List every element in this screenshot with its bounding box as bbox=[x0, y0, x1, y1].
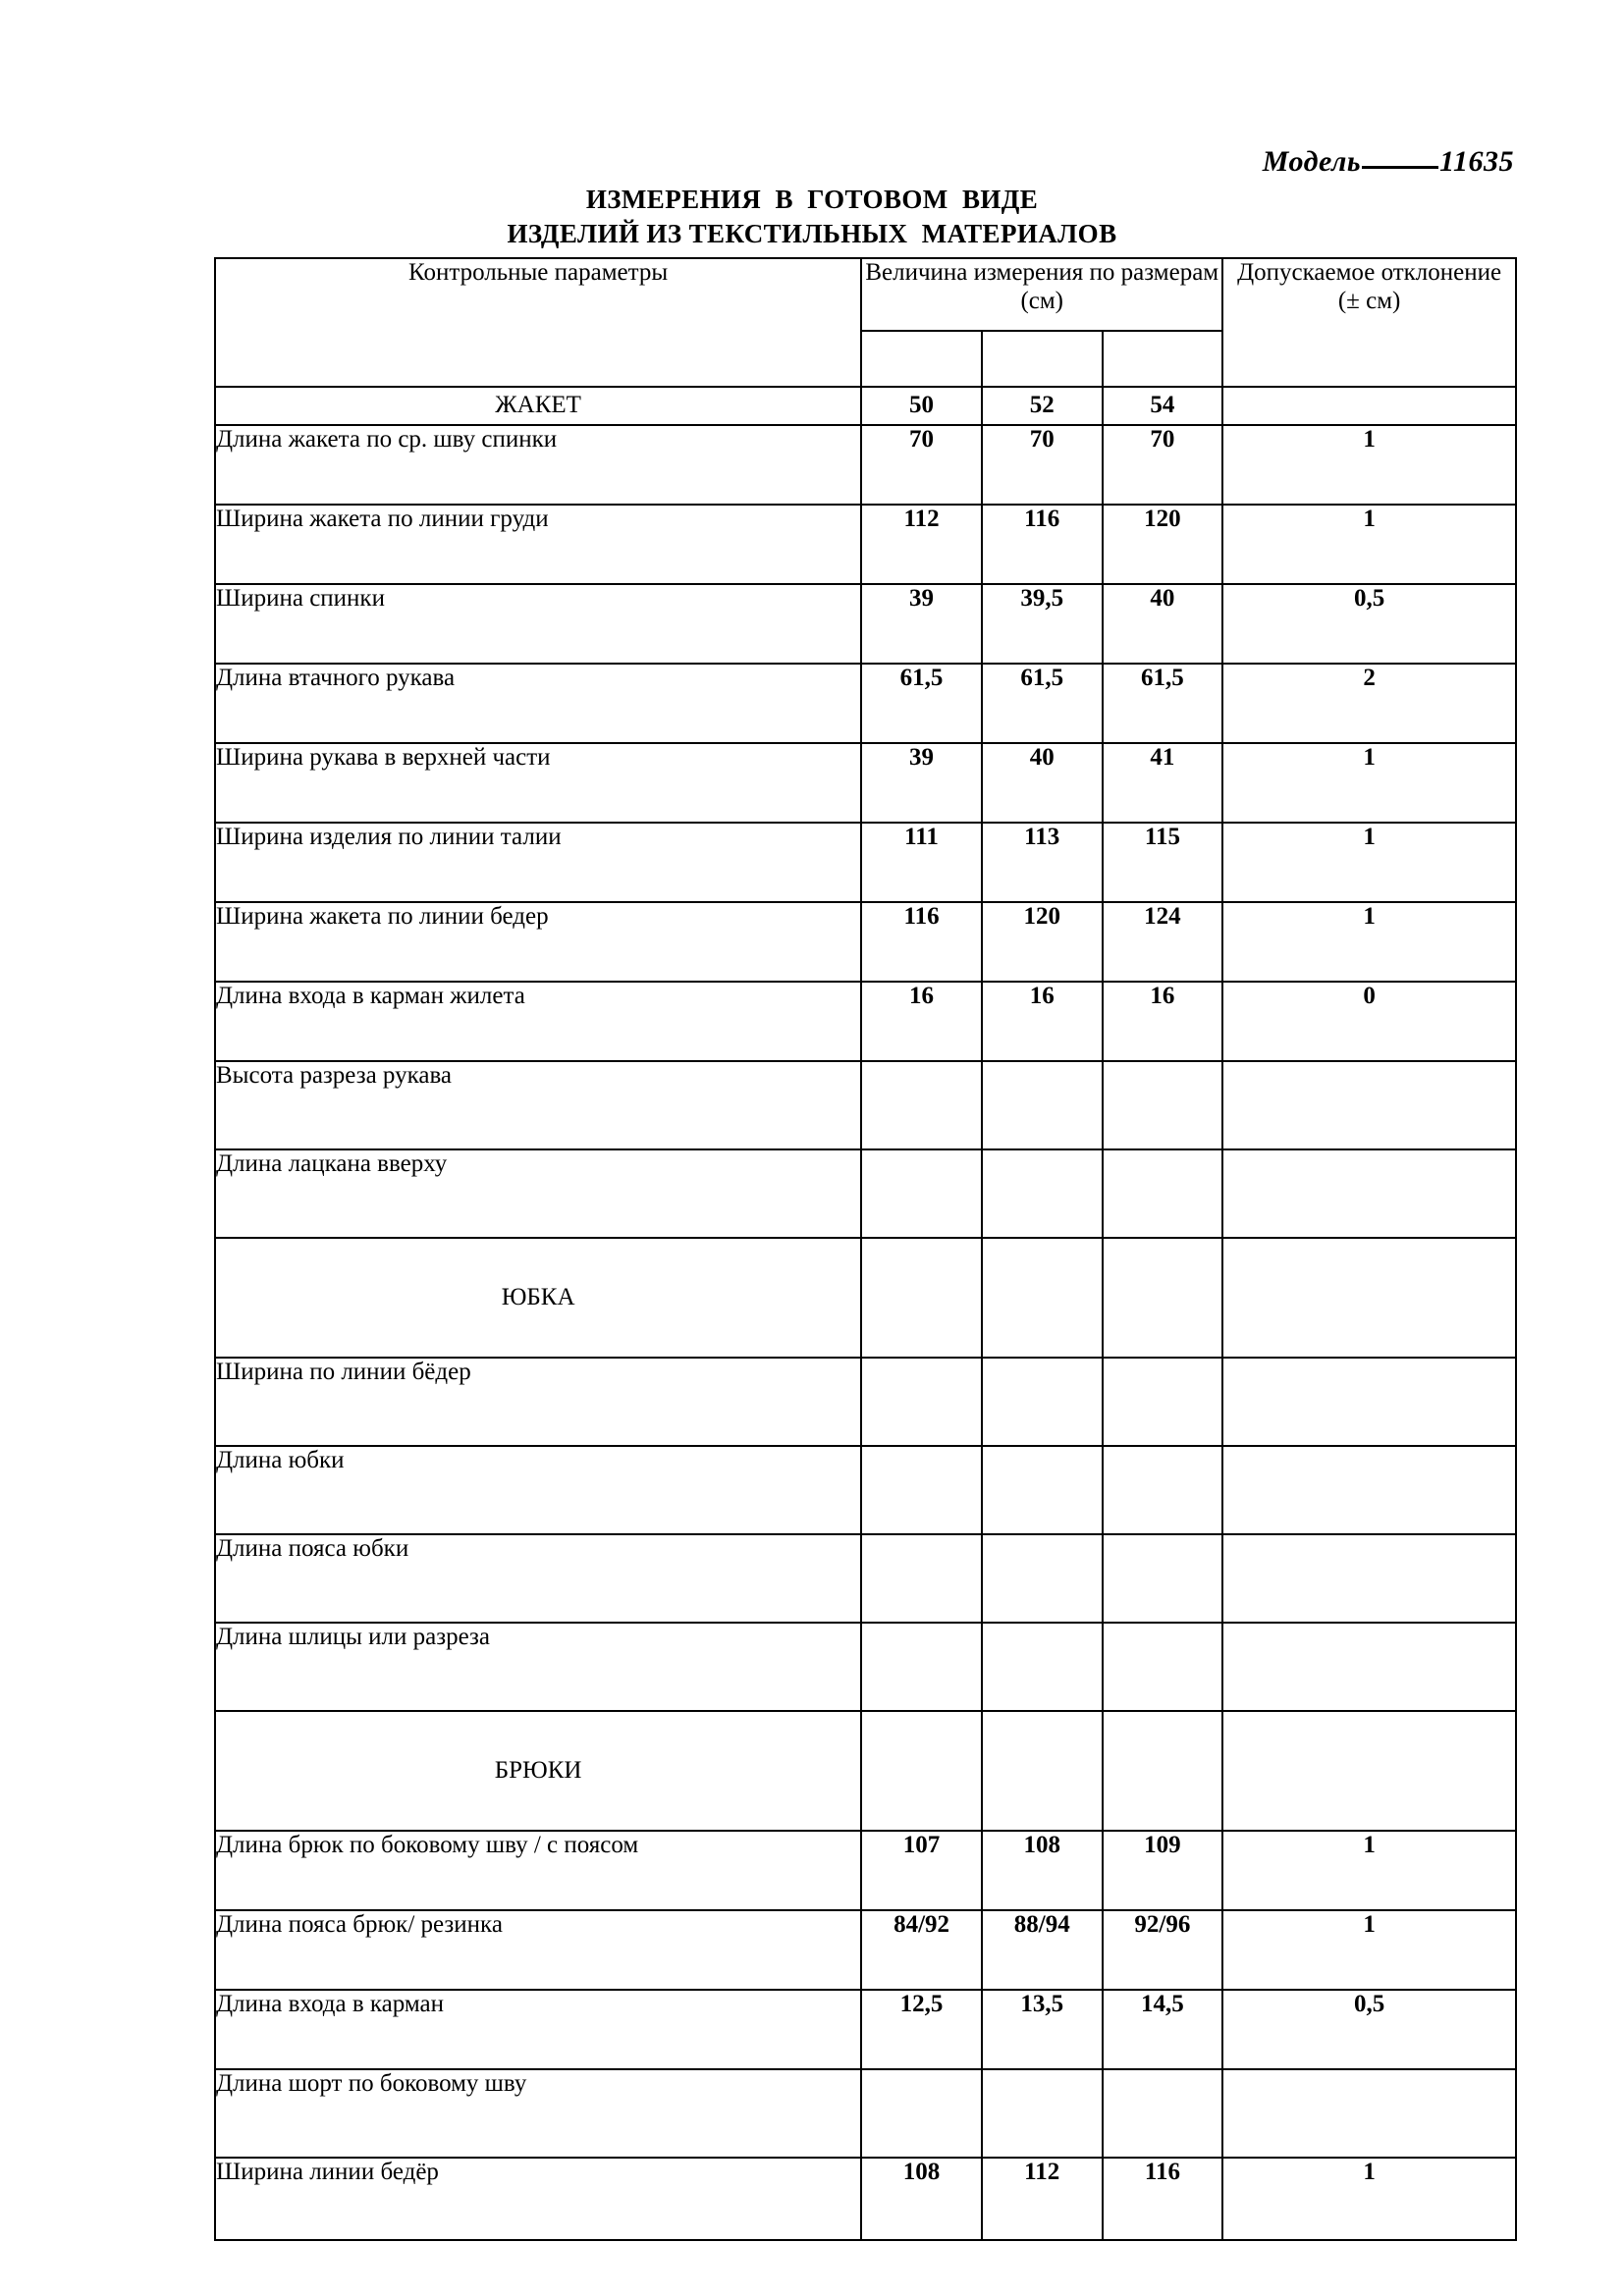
deviation-value-cell bbox=[1222, 2069, 1516, 2158]
label-text: ЖАКЕТ bbox=[495, 392, 581, 419]
model-label: Модель bbox=[1262, 145, 1362, 178]
measurement-value-cell: 88/94 bbox=[982, 1910, 1103, 1990]
model-number-line bbox=[1263, 145, 1514, 179]
measurement-value-cell: 111 bbox=[861, 823, 982, 902]
measurement-value-cell: 14,5 bbox=[1103, 1990, 1223, 2069]
measurement-value-cell: 52 bbox=[982, 387, 1103, 425]
parameter-label bbox=[215, 823, 861, 902]
label-text: Ширина жакета по линии груди bbox=[216, 506, 549, 532]
subcolumn-header-size-2 bbox=[982, 331, 1103, 387]
table-row bbox=[215, 505, 1516, 584]
measurement-value-cell bbox=[982, 1446, 1103, 1534]
parameter-label bbox=[215, 425, 861, 505]
title-line-1: ИЗМЕРЕНИЯ В ГОТОВОМ ВИДЕ bbox=[585, 185, 1039, 214]
deviation-value-cell: 0 bbox=[1222, 982, 1516, 1061]
measurement-value-cell: 70 bbox=[861, 425, 982, 505]
measurement-value-cell bbox=[982, 1238, 1103, 1358]
measurements-table-container bbox=[214, 257, 1517, 2241]
measurement-value-cell: 120 bbox=[1103, 505, 1223, 584]
parameter-label bbox=[215, 1831, 861, 1910]
table-row bbox=[215, 1534, 1516, 1623]
table-row bbox=[215, 2069, 1516, 2158]
measurement-value-cell: 124 bbox=[1103, 902, 1223, 982]
measurement-value-cell: 108 bbox=[861, 2158, 982, 2240]
measurement-value-cell bbox=[1103, 2069, 1223, 2158]
deviation-value-cell: 2 bbox=[1222, 664, 1516, 743]
measurement-value-cell: 16 bbox=[982, 982, 1103, 1061]
table-row bbox=[215, 902, 1516, 982]
measurement-value-cell: 40 bbox=[982, 743, 1103, 823]
measurement-value-cell: 70 bbox=[1103, 425, 1223, 505]
measurement-value-cell bbox=[982, 1711, 1103, 1831]
label-text: Длина входа в карман жилета bbox=[216, 983, 525, 1009]
measurement-value-cell: 92/96 bbox=[1103, 1910, 1223, 1990]
deviation-value-cell: 1 bbox=[1222, 425, 1516, 505]
parameter-label bbox=[215, 1534, 861, 1623]
measurement-value-cell: 116 bbox=[861, 902, 982, 982]
label-text: Длина жакета по ср. шву спинки bbox=[216, 426, 558, 453]
measurement-value-cell bbox=[861, 1534, 982, 1623]
section-header-label bbox=[215, 1238, 861, 1358]
parameter-label bbox=[215, 1358, 861, 1446]
subcolumn-header-size-1 bbox=[861, 331, 982, 387]
deviation-value-cell bbox=[1222, 1061, 1516, 1149]
table-row bbox=[215, 1446, 1516, 1534]
measurement-value-cell bbox=[1103, 1358, 1223, 1446]
table-row bbox=[215, 982, 1516, 1061]
label-text: Длина брюк по боковому шву / с поясом bbox=[216, 1832, 639, 1858]
measurement-value-cell: 39 bbox=[861, 584, 982, 664]
label-text: Длина юбки bbox=[216, 1447, 345, 1473]
title-line-2: ИЗДЕЛИЙ ИЗ ТЕКСТИЛЬНЫХ МАТЕРИАЛОВ bbox=[507, 218, 1117, 248]
deviation-value-cell: 1 bbox=[1222, 1831, 1516, 1910]
deviation-value-cell bbox=[1222, 387, 1516, 425]
table-row bbox=[215, 1358, 1516, 1446]
measurement-value-cell: 54 bbox=[1103, 387, 1223, 425]
parameter-label bbox=[215, 743, 861, 823]
table-row bbox=[215, 743, 1516, 823]
measurement-value-cell: 108 bbox=[982, 1831, 1103, 1910]
deviation-value-cell: 1 bbox=[1222, 823, 1516, 902]
model-fill-rule bbox=[1362, 166, 1438, 169]
measurement-value-cell: 113 bbox=[982, 823, 1103, 902]
parameter-label bbox=[215, 1149, 861, 1238]
parameter-label bbox=[215, 902, 861, 982]
deviation-value-cell: 1 bbox=[1222, 505, 1516, 584]
label-text: Длина шлицы или разреза bbox=[216, 1624, 490, 1650]
label-text: Длина пояса брюк/ резинка bbox=[216, 1911, 503, 1938]
label-text: БРЮКИ bbox=[494, 1756, 582, 1784]
measurement-value-cell bbox=[1103, 1711, 1223, 1831]
measurement-value-cell: 16 bbox=[861, 982, 982, 1061]
parameter-label bbox=[215, 584, 861, 664]
table-row bbox=[215, 664, 1516, 743]
table-row bbox=[215, 1711, 1516, 1831]
measurement-value-cell: 115 bbox=[1103, 823, 1223, 902]
label-text: Высота разреза рукава bbox=[216, 1062, 453, 1089]
measurement-value-cell bbox=[861, 1149, 982, 1238]
table-row bbox=[215, 2158, 1516, 2240]
measurement-value-cell bbox=[861, 2069, 982, 2158]
measurement-value-cell: 120 bbox=[982, 902, 1103, 982]
measurement-value-cell bbox=[861, 1061, 982, 1149]
deviation-value-cell: 1 bbox=[1222, 1910, 1516, 1990]
deviation-value-cell bbox=[1222, 1358, 1516, 1446]
deviation-value-cell bbox=[1222, 1623, 1516, 1711]
measurement-value-cell: 16 bbox=[1103, 982, 1223, 1061]
column-header-parameters: Контрольные параметры bbox=[215, 258, 861, 387]
parameter-label bbox=[215, 2158, 861, 2240]
measurement-value-cell: 116 bbox=[982, 505, 1103, 584]
label-text: Длина лацкана вверху bbox=[216, 1150, 448, 1177]
table-row bbox=[215, 1238, 1516, 1358]
column-header-measurements: Величина измерения по размерам (см) bbox=[861, 258, 1222, 331]
measurement-value-cell: 107 bbox=[861, 1831, 982, 1910]
table-row bbox=[215, 584, 1516, 664]
table-row bbox=[215, 1061, 1516, 1149]
measurement-value-cell bbox=[982, 2069, 1103, 2158]
label-text: Ширина линии бедёр bbox=[216, 2159, 439, 2185]
table-row bbox=[215, 1149, 1516, 1238]
deviation-value-cell bbox=[1222, 1149, 1516, 1238]
label-text: ЮБКА bbox=[501, 1283, 575, 1310]
measurement-value-cell bbox=[861, 1358, 982, 1446]
table-body bbox=[215, 258, 1516, 2240]
label-text: Ширина жакета по линии бедер bbox=[216, 903, 549, 930]
table-row bbox=[215, 425, 1516, 505]
parameter-label bbox=[215, 1623, 861, 1711]
measurement-value-cell: 39 bbox=[861, 743, 982, 823]
label-text: Длина пояса юбки bbox=[216, 1535, 409, 1562]
measurement-value-cell bbox=[982, 1534, 1103, 1623]
measurement-value-cell bbox=[1103, 1061, 1223, 1149]
measurement-value-cell bbox=[861, 1238, 982, 1358]
measurement-value-cell: 112 bbox=[982, 2158, 1103, 2240]
table-row bbox=[215, 1910, 1516, 1990]
measurement-value-cell bbox=[1103, 1623, 1223, 1711]
label-text: Ширина по линии бёдер bbox=[216, 1359, 471, 1385]
measurement-value-cell: 12,5 bbox=[861, 1990, 982, 2069]
column-header-deviation bbox=[1222, 258, 1516, 387]
measurement-value-cell: 84/92 bbox=[861, 1910, 982, 1990]
subcolumn-header-size-3 bbox=[1103, 331, 1223, 387]
table-row bbox=[215, 1623, 1516, 1711]
measurement-value-cell: 13,5 bbox=[982, 1990, 1103, 2069]
deviation-value-cell: 1 bbox=[1222, 2158, 1516, 2240]
deviation-value-cell bbox=[1222, 1446, 1516, 1534]
parameter-label bbox=[215, 1061, 861, 1149]
measurement-value-cell bbox=[1103, 1238, 1223, 1358]
deviation-value-cell bbox=[1222, 1711, 1516, 1831]
table-header-row bbox=[215, 258, 1516, 331]
label-text: Ширина спинки bbox=[216, 585, 385, 612]
label-text: Ширина рукава в верхней части bbox=[216, 744, 551, 771]
deviation-value-cell bbox=[1222, 1238, 1516, 1358]
parameter-label bbox=[215, 1446, 861, 1534]
measurement-value-cell: 109 bbox=[1103, 1831, 1223, 1910]
deviation-value-cell bbox=[1222, 1534, 1516, 1623]
measurement-value-cell bbox=[982, 1623, 1103, 1711]
measurement-value-cell: 41 bbox=[1103, 743, 1223, 823]
measurement-value-cell: 40 bbox=[1103, 584, 1223, 664]
parameter-label bbox=[215, 505, 861, 584]
deviation-value-cell: 0,5 bbox=[1222, 584, 1516, 664]
deviation-value-cell: 1 bbox=[1222, 902, 1516, 982]
measurement-value-cell bbox=[861, 1446, 982, 1534]
measurement-value-cell: 70 bbox=[982, 425, 1103, 505]
section-header-label bbox=[215, 387, 861, 425]
table-row bbox=[215, 823, 1516, 902]
label-text: Ширина изделия по линии талии bbox=[216, 824, 562, 850]
deviation-value-cell: 1 bbox=[1222, 743, 1516, 823]
measurement-value-cell: 39,5 bbox=[982, 584, 1103, 664]
measurement-value-cell bbox=[1103, 1149, 1223, 1238]
measurement-value-cell: 61,5 bbox=[982, 664, 1103, 743]
parameter-label bbox=[215, 1990, 861, 2069]
parameter-label bbox=[215, 2069, 861, 2158]
label-text: Длина втачного рукава bbox=[216, 665, 456, 691]
parameter-label bbox=[215, 664, 861, 743]
measurement-value-cell: 61,5 bbox=[1103, 664, 1223, 743]
section-header-label bbox=[215, 1711, 861, 1831]
parameter-label bbox=[215, 982, 861, 1061]
measurement-value-cell: 116 bbox=[1103, 2158, 1223, 2240]
measurement-value-cell bbox=[861, 1711, 982, 1831]
table-row bbox=[215, 1831, 1516, 1910]
measurement-value-cell bbox=[982, 1149, 1103, 1238]
measurement-value-cell bbox=[1103, 1446, 1223, 1534]
measurement-value-cell bbox=[982, 1358, 1103, 1446]
measurement-value-cell bbox=[982, 1061, 1103, 1149]
table-row bbox=[215, 387, 1516, 425]
measurement-value-cell: 61,5 bbox=[861, 664, 982, 743]
document-title bbox=[0, 183, 1624, 250]
measurement-value-cell: 50 bbox=[861, 387, 982, 425]
label-text: Длина шорт по боковому шву bbox=[216, 2070, 527, 2097]
label-text: Длина входа в карман bbox=[216, 1991, 444, 2017]
deviation-value-cell: 0,5 bbox=[1222, 1990, 1516, 2069]
column-header-deviation-text: Допускаемое отклонение (± см) bbox=[1237, 259, 1502, 314]
model-number-value: 11635 bbox=[1439, 145, 1514, 178]
table-row bbox=[215, 1990, 1516, 2069]
measurements-table bbox=[214, 257, 1517, 2241]
measurement-value-cell: 112 bbox=[861, 505, 982, 584]
parameter-label bbox=[215, 1910, 861, 1990]
measurement-value-cell bbox=[861, 1623, 982, 1711]
measurement-value-cell bbox=[1103, 1534, 1223, 1623]
